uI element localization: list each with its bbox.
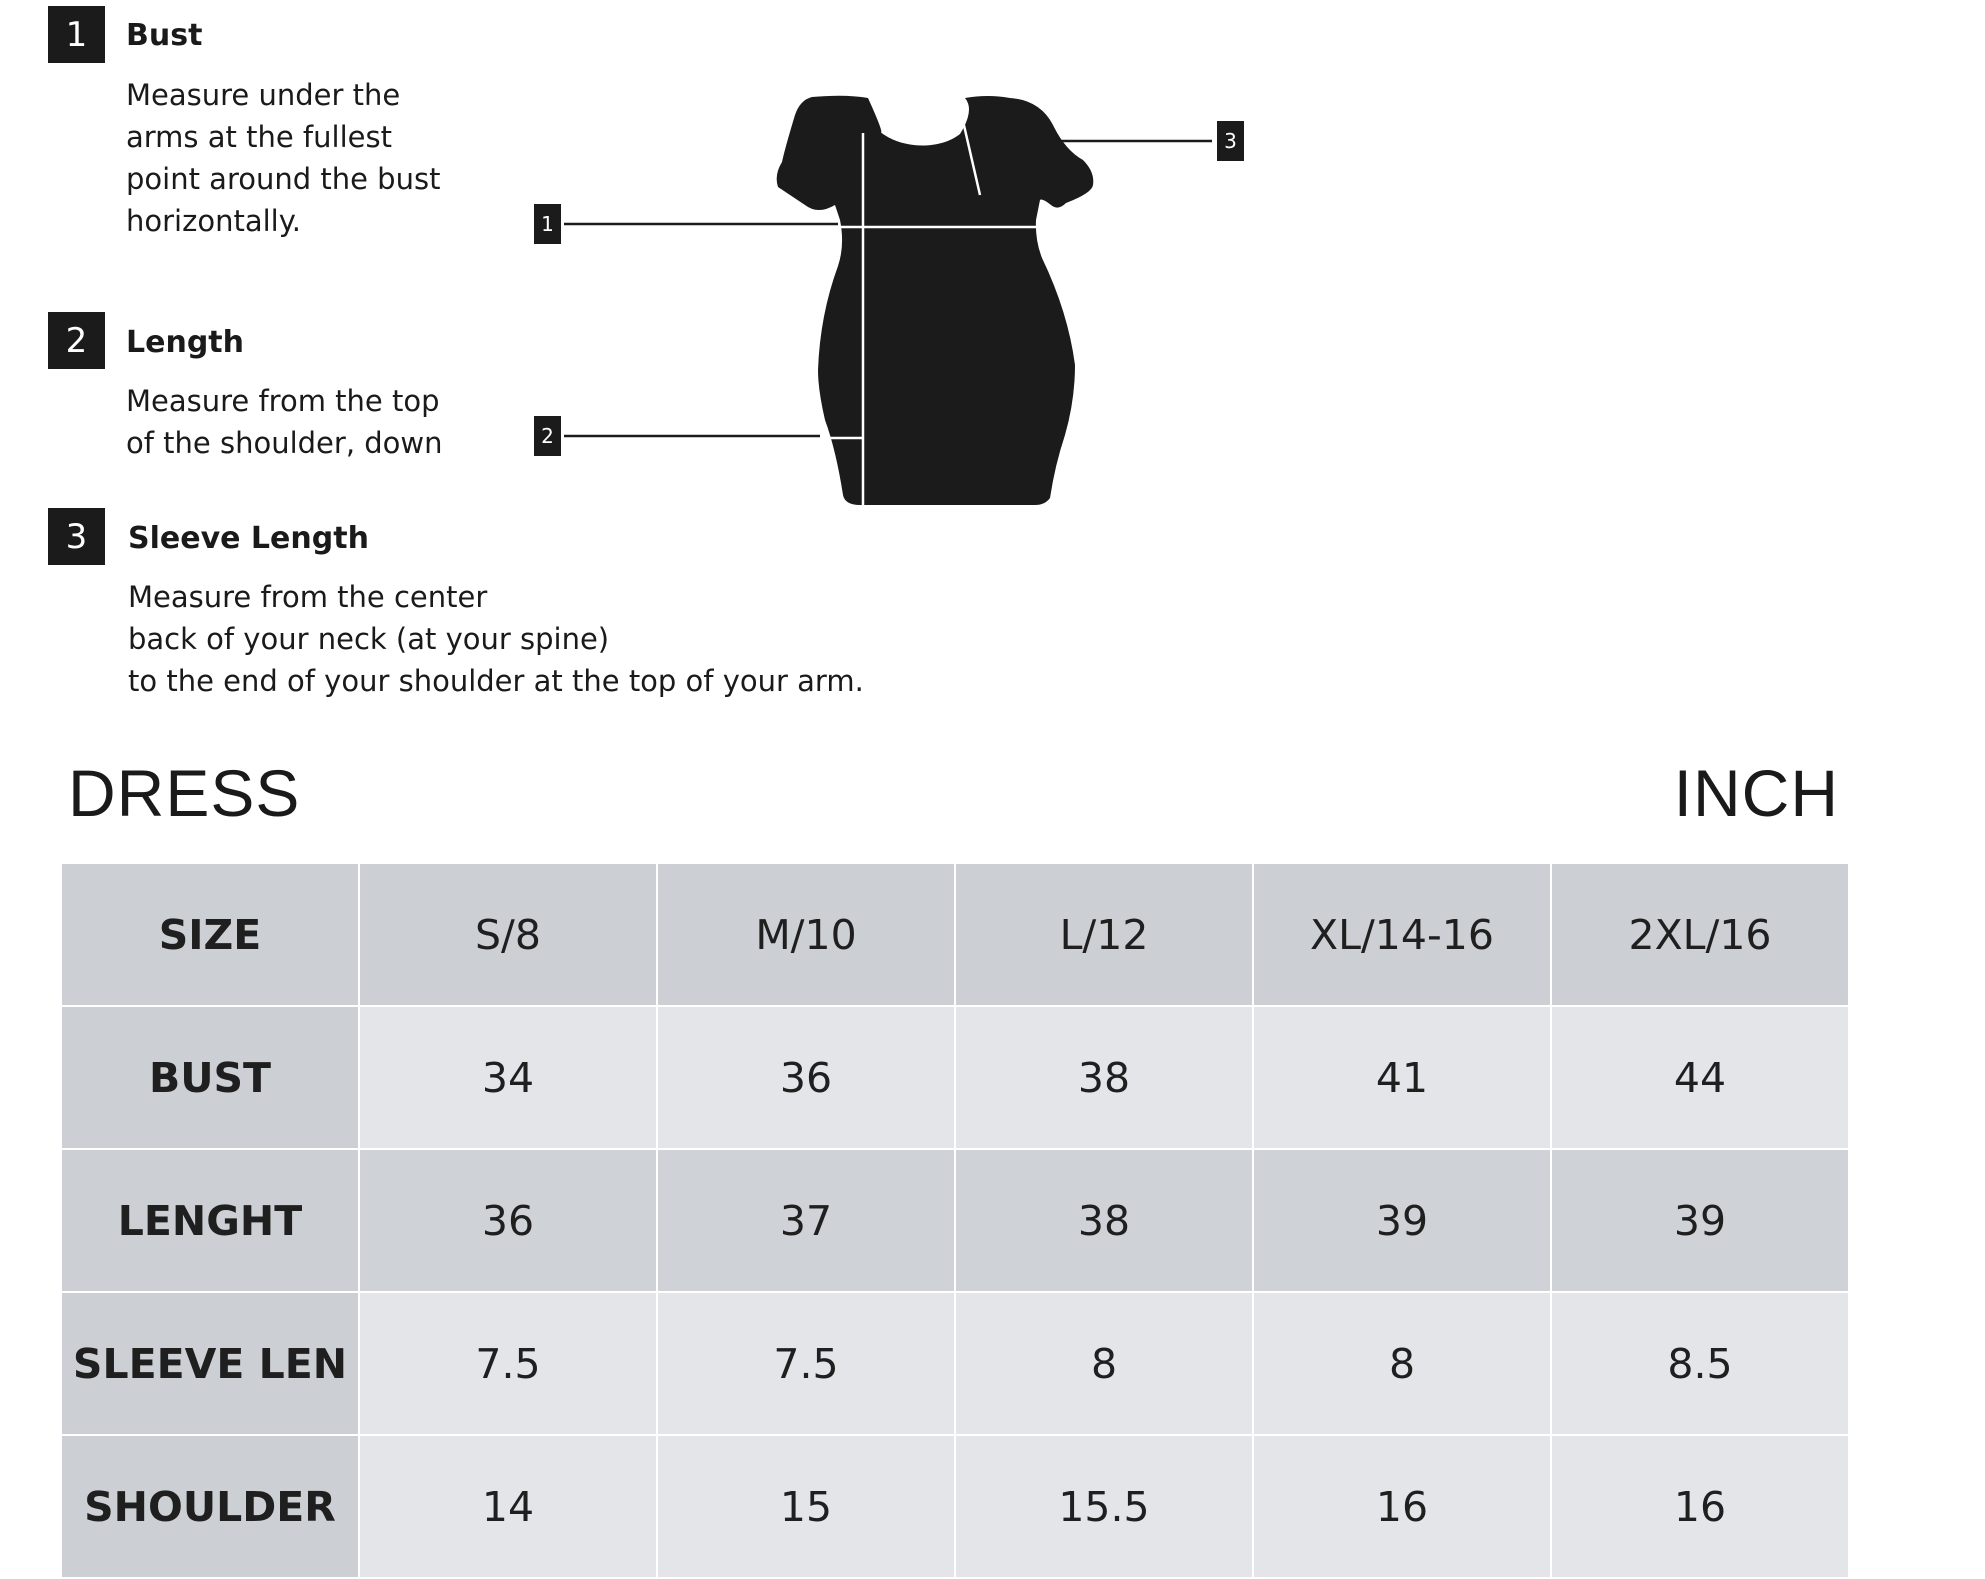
table-cell: 36 [359, 1149, 657, 1292]
unit-label: INCH [1673, 756, 1839, 830]
table-cell: 16 [1253, 1435, 1551, 1578]
header-cell: M/10 [657, 863, 955, 1006]
measurement-desc-sleeve [128, 576, 864, 702]
header-cell: S/8 [359, 863, 657, 1006]
table-cell: 44 [1551, 1006, 1849, 1149]
table-cell: 15 [657, 1435, 955, 1578]
measurement-title-length: Length [126, 325, 244, 360]
table-cell: 36 [657, 1006, 955, 1149]
header-cell: L/12 [955, 863, 1253, 1006]
table-row [61, 1149, 1849, 1292]
measuring-guide [0, 0, 1985, 720]
measurement-number-3: 3 [48, 508, 105, 565]
table-cell: 7.5 [359, 1292, 657, 1435]
header-cell: XL/14-16 [1253, 863, 1551, 1006]
row-label-shoulder: SHOULDER [61, 1435, 359, 1578]
row-label-bust: BUST [61, 1006, 359, 1149]
row-label-length: LENGHT [61, 1149, 359, 1292]
dress-diagram [520, 90, 1280, 520]
table-cell: 7.5 [657, 1292, 955, 1435]
table-cell: 15.5 [955, 1435, 1253, 1578]
table-cell: 16 [1551, 1435, 1849, 1578]
table-row [61, 1006, 1849, 1149]
section-title: DRESS [68, 756, 301, 830]
table-row [61, 1435, 1849, 1578]
table-row [61, 1292, 1849, 1435]
desc-line: to the end of your shoulder at the top of your arm. [128, 664, 864, 698]
table-cell: 34 [359, 1006, 657, 1149]
desc-line: Measure under the [126, 78, 401, 112]
table-cell: 14 [359, 1435, 657, 1578]
diagram-marker-2: 2 [534, 416, 561, 456]
header-cell: 2XL/16 [1551, 863, 1849, 1006]
table-cell: 38 [955, 1006, 1253, 1149]
measurement-desc-length [126, 380, 443, 464]
measurement-number-2: 2 [48, 312, 105, 369]
table-cell: 39 [1551, 1149, 1849, 1292]
table-cell: 37 [657, 1149, 955, 1292]
size-chart-table [60, 862, 1850, 1579]
table-cell: 8.5 [1551, 1292, 1849, 1435]
table-cell: 8 [955, 1292, 1253, 1435]
diagram-marker-3: 3 [1217, 121, 1244, 161]
desc-line: arms at the fullest [126, 120, 392, 154]
desc-line: of the shoulder, down [126, 426, 443, 460]
row-label-sleeve: SLEEVE LEN [61, 1292, 359, 1435]
table-header-row [61, 863, 1849, 1006]
measurement-title-bust: Bust [126, 18, 203, 53]
desc-line: Measure from the center [128, 580, 488, 614]
dress-silhouette-icon [520, 90, 1280, 520]
header-cell-size: SIZE [61, 863, 359, 1006]
table-cell: 8 [1253, 1292, 1551, 1435]
desc-line: back of your neck (at your spine) [128, 622, 610, 656]
table-cell: 38 [955, 1149, 1253, 1292]
measurement-title-sleeve: Sleeve Length [128, 521, 369, 556]
desc-line: horizontally. [126, 204, 301, 238]
table-cell: 39 [1253, 1149, 1551, 1292]
measurement-number-1: 1 [48, 6, 105, 63]
dress-silhouette [777, 96, 1094, 505]
diagram-marker-1: 1 [534, 204, 561, 244]
measurement-desc-bust [126, 74, 440, 242]
table-cell: 41 [1253, 1006, 1551, 1149]
desc-line: Measure from the top [126, 384, 440, 418]
desc-line: point around the bust [126, 162, 441, 196]
